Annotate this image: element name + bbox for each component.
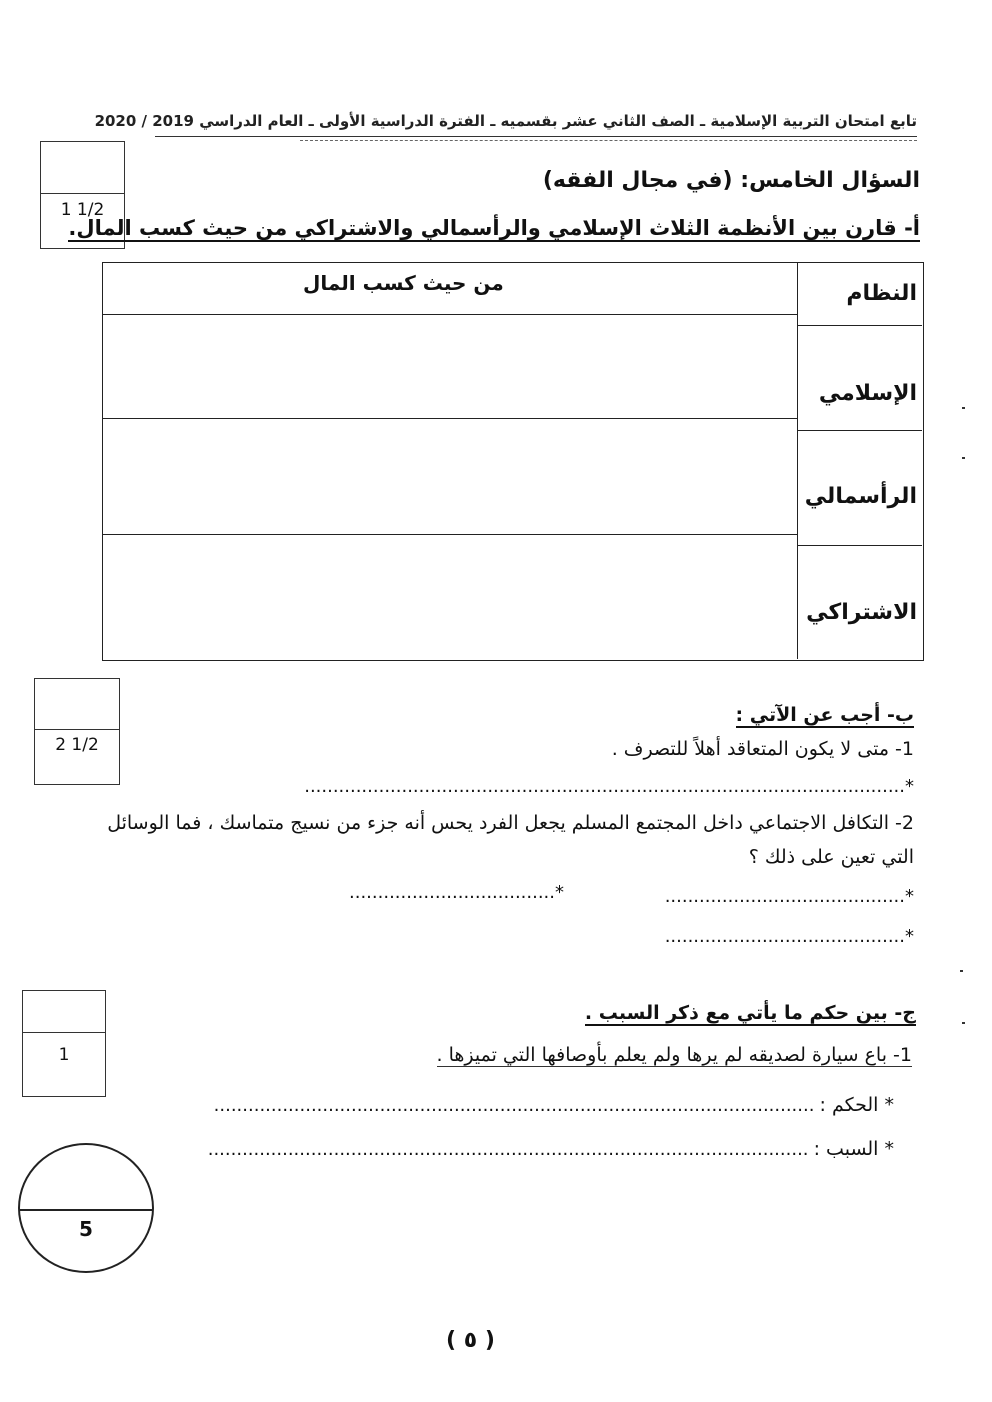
answer-star: * — [905, 926, 914, 947]
table-row-divider — [103, 418, 797, 419]
answer-line-b2-first — [665, 886, 914, 907]
margin-speck — [962, 457, 965, 459]
question-number: السؤال الخامس: — [740, 168, 920, 193]
part-c-title: ج- بين حكم ما يأتي مع ذكر السبب . — [584, 1002, 916, 1024]
comparison-table — [102, 262, 924, 661]
answer-dots: .......................................... — [664, 886, 905, 907]
answer-dots: ......................................................................................................... — [207, 1139, 809, 1160]
score-value: 1 — [58, 1045, 70, 1065]
answer-line-b1 — [304, 776, 914, 797]
score-value: 1 1/2 — [60, 200, 105, 220]
table-row-divider — [103, 534, 797, 535]
answer-dots: .......................................... — [664, 926, 905, 947]
score-box-blank — [23, 991, 105, 1033]
question-domain: (في مجال الفقه) — [542, 168, 733, 193]
circle-divider — [20, 1209, 152, 1211]
table-row-divider — [797, 545, 922, 546]
score-box-blank — [35, 679, 119, 730]
table-row-divider — [797, 430, 922, 431]
header-rule — [155, 136, 917, 137]
answer-dots: ......................................................................................................... — [213, 1095, 815, 1116]
ruling-label: * الحكم : — [819, 1094, 894, 1116]
table-column-divider — [797, 263, 798, 659]
page-number: ( ٥ ) — [446, 1328, 495, 1353]
part-b-question-1: 1- متى لا يكون المتعاقد أهلاً للتصرف . — [611, 738, 914, 760]
table-row-socialist: الاشتراكي — [806, 600, 917, 625]
table-header-system: النظام — [846, 281, 917, 306]
answer-star: * — [905, 886, 914, 907]
question-title — [543, 168, 920, 193]
answer-line-ruling — [214, 1094, 894, 1116]
reason-label: * السبب : — [813, 1138, 894, 1160]
answer-line-b2-third — [665, 926, 914, 947]
total-score-circle — [18, 1143, 154, 1273]
margin-speck — [960, 970, 963, 972]
header-rule-dashed — [300, 140, 917, 141]
margin-speck — [962, 1022, 965, 1024]
table-row-islamic: الإسلامي — [818, 381, 917, 406]
answer-line-reason — [208, 1138, 894, 1160]
part-b-question-2-line-2: التي تعين على ذلك ؟ — [748, 846, 914, 868]
part-b-title: ب- أجب عن الآتي : — [735, 704, 914, 726]
margin-speck — [962, 407, 965, 409]
score-box-part-c — [22, 990, 106, 1097]
table-row-divider — [797, 325, 922, 326]
exam-header: تابع امتحان التربية الإسلامية ـ الصف الثاني عشر بقسميه ـ الفترة الدراسية الأولى ـ العام الدراسي 2019 / 2020 — [94, 112, 917, 130]
total-score-value: 5 — [79, 1217, 93, 1241]
answer-star: * — [555, 882, 564, 903]
score-value: 2 1/2 — [55, 735, 99, 755]
score-box-blank — [41, 142, 124, 194]
score-box-part-b — [34, 678, 120, 785]
table-row-capitalist: الرأسمالي — [804, 484, 917, 509]
table-header-aspect: من حيث كسب المال — [303, 271, 504, 295]
answer-dots: ......................................................................................................... — [304, 776, 905, 797]
part-c-question-1: 1- باع سيارة لصديقه لم يرها ولم يعلم بأوصافها التي تميزها . — [436, 1044, 912, 1066]
part-b-question-2-line-1: 2- التكافل الاجتماعي داخل المجتمع المسلم يجعل الفرد يحس أنه جزء من نسيج متماسك ، فما الوسائل — [107, 812, 914, 834]
part-a-prompt: أ- قارن بين الأنظمة الثلاث الإسلامي والرأسمالي والاشتراكي من حيث كسب المال. — [68, 216, 920, 240]
answer-dots: .................................... — [349, 882, 555, 903]
answer-line-b2-second — [349, 882, 564, 903]
answer-star: * — [905, 776, 914, 797]
table-row-divider — [103, 314, 797, 315]
